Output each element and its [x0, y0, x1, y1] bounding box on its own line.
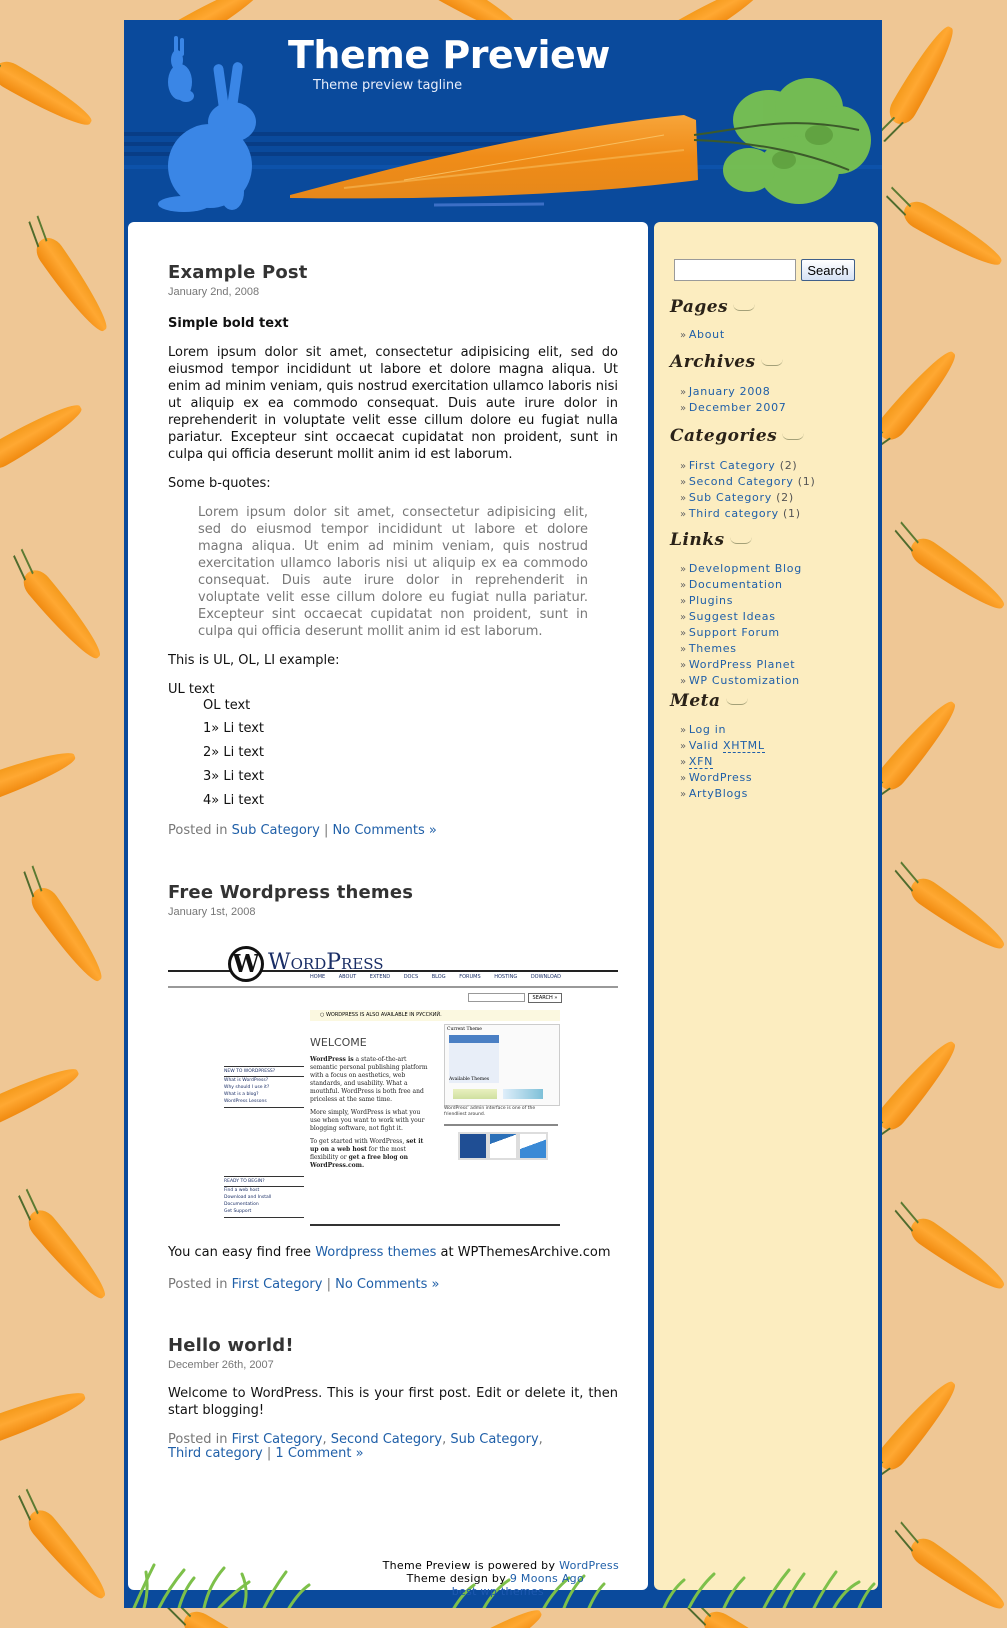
- sidebar-item-about[interactable]: » About: [680, 328, 725, 341]
- carrot-leaves-icon: [689, 60, 879, 218]
- swirl-icon: [730, 537, 752, 544]
- widget-title-archives: Archives: [670, 352, 783, 372]
- widget-title-categories: Categories: [670, 426, 804, 446]
- sidebar-item-link[interactable]: » Documentation: [680, 578, 783, 591]
- list-intro: This is UL, OL, LI example:: [168, 653, 340, 668]
- post-meta: [168, 1278, 618, 1292]
- sidebar-item-category[interactable]: » First Category (2): [680, 459, 798, 472]
- post-text: You can easy find free Wordpress themes at WPThemesArchive.com: [168, 1245, 611, 1260]
- ul-text: UL text: [168, 682, 215, 697]
- search-button[interactable]: Search: [801, 259, 855, 281]
- post-title[interactable]: Free Wordpress themes: [168, 882, 414, 903]
- posted-in-label: Posted in: [168, 1277, 228, 1292]
- ol-text: OL text: [203, 698, 251, 713]
- posted-in-label: Posted in: [168, 823, 228, 838]
- sidebar-item-archive[interactable]: » December 2007: [680, 401, 787, 414]
- archives-list: [680, 384, 786, 416]
- wordpress-logo-icon: W: [228, 946, 264, 982]
- pages-list: [680, 327, 725, 343]
- site-footer: [124, 1559, 882, 1608]
- main-content: [128, 222, 648, 1590]
- wordpress-logo-text: WordPress: [268, 950, 384, 975]
- bold-text: Simple bold text: [168, 316, 289, 331]
- sidebar-item-link[interactable]: » Suggest Ideas: [680, 610, 776, 623]
- wordpress-themes-link[interactable]: Wordpress themes: [315, 1245, 437, 1260]
- wp-nav: HOME ABOUT EXTEND DOCS BLOG FORUMS HOSTING DOWNLOAD: [310, 974, 562, 980]
- swirl-icon: [733, 304, 755, 311]
- swirl-icon: [761, 359, 783, 366]
- sidebar-item-artyblogs[interactable]: » ArtyBlogs: [680, 787, 749, 800]
- sidebar-item-archive[interactable]: » January 2008: [680, 385, 771, 398]
- links-list: [680, 561, 802, 689]
- post-date: December 26th, 2007: [168, 1359, 274, 1371]
- sidebar-item-link[interactable]: » WordPress Planet: [680, 658, 796, 671]
- comments-link[interactable]: 1 Comment »: [275, 1446, 364, 1461]
- list-item: 2» Li text: [203, 745, 265, 760]
- bullet-icon: »: [680, 330, 687, 341]
- post-hello-world: [168, 1335, 618, 1461]
- category-link[interactable]: First Category: [231, 1432, 323, 1447]
- post-date: January 1st, 2008: [168, 906, 256, 918]
- footer-design: Theme design by 9 Moons Ago: [406, 1572, 584, 1585]
- widget-title-links: Links: [670, 530, 752, 550]
- sidebar-item-link[interactable]: » Development Blog: [680, 562, 802, 575]
- meta-list: [680, 722, 765, 802]
- widget-title-pages: Pages: [670, 297, 755, 317]
- bunny-silhouette-icon: [144, 34, 274, 214]
- site-title[interactable]: Theme Preview: [288, 33, 610, 77]
- sidebar-item-category[interactable]: » Second Category (1): [680, 475, 816, 488]
- footer-extra-link[interactable]: best wp themes: [451, 1585, 544, 1598]
- post-free-themes: [168, 882, 618, 1292]
- bquote-intro: Some b-quotes:: [168, 476, 271, 491]
- search-input[interactable]: [674, 259, 796, 281]
- sidebar-item-category[interactable]: » Sub Category (2): [680, 491, 794, 504]
- meta-separator: |: [323, 823, 329, 838]
- sidebar-item-link[interactable]: » Support Forum: [680, 626, 780, 639]
- post-meta: [168, 824, 618, 838]
- posted-in-label: Posted in: [168, 1432, 228, 1447]
- category-link[interactable]: Third category: [168, 1446, 263, 1461]
- swirl-icon: [726, 698, 748, 705]
- wordpress-screenshot-image: W WordPress HOME ABOUT EXTEND DOCS BLOG FORUMS HOSTING DOWNLOAD SEARCH » ○ WORDPRESS IS ALSO AVAILABLE IN РУССКИЙ. WELCOME WordPress is a state-of-the-art semantic personal publishing platform with a focus on aesthetics, web standards, and usability. What a mouthful. WordPress is both free and priceless at the same time. More simply, WordPress is what you use when you want to work with your blogging software, not fight it. To get started with WordPress, set it up on a web host for the most flexibility or get a free blog on WordPress.com. NEW TO WORDPRESS? What is WordPress? Why should I use it? What is a blog? WordPress Lessons READY TO BEGIN? Find a web host Download and Install Documentation Get Support Current Theme Available Themes WordPress' admin interface is one of the friendliest around.: [168, 940, 618, 1226]
- list-item: 1» Li text: [203, 721, 265, 736]
- post-date: January 2nd, 2008: [168, 286, 260, 298]
- sidebar-item-category[interactable]: » Third category (1): [680, 507, 801, 520]
- widget-title-meta: Meta: [670, 691, 748, 711]
- meta-separator: |: [266, 1446, 272, 1461]
- list-item: 4» Li text: [203, 793, 265, 808]
- sidebar-item-xfn[interactable]: » XFN: [680, 755, 714, 768]
- sidebar-item-link[interactable]: » WP Customization: [680, 674, 800, 687]
- sidebar-item-link[interactable]: » Plugins: [680, 594, 734, 607]
- list-item: 3» Li text: [203, 769, 265, 784]
- swirl-icon: [782, 433, 804, 440]
- comments-link[interactable]: No Comments »: [332, 823, 437, 838]
- sidebar-item-valid-xhtml[interactable]: » Valid XHTML: [680, 739, 765, 752]
- category-link[interactable]: Second Category: [330, 1432, 443, 1447]
- page-wrapper: [124, 20, 882, 1608]
- footer-designer-link[interactable]: 9 Moons Ago: [509, 1572, 584, 1585]
- post-title[interactable]: Example Post: [168, 262, 308, 283]
- sidebar: [654, 222, 878, 1590]
- categories-list: [680, 458, 815, 522]
- category-link[interactable]: First Category: [231, 1277, 323, 1292]
- post-paragraph: Welcome to WordPress. This is your first post. Edit or delete it, then start blogging!: [168, 1386, 618, 1418]
- site-tagline: Theme preview tagline: [313, 78, 463, 93]
- site-header: [124, 20, 882, 218]
- footer-wordpress-link[interactable]: WordPress: [559, 1559, 619, 1572]
- sidebar-item-wordpress[interactable]: » WordPress: [680, 771, 753, 784]
- blockquote: Lorem ipsum dolor sit amet, consectetur adipisicing elit, sed do eiusmod tempor incididunt ut labore et dolore magna aliqua. Ut enim ad minim veniam, quis nostrud exercitation ullamco laboris nisi ut aliquip ex ea commodo consequat. Duis aute irure dolor in reprehenderit in voluptate velit esse cillum dolore eu fugiat nulla pariatur. Excepteur sint occaecat cupidatat non proident, sunt in culpa qui officia deserunt mollit anim id est laborum.: [198, 505, 588, 639]
- carrot-illustration-icon: [284, 100, 724, 210]
- comments-link[interactable]: No Comments »: [335, 1277, 440, 1292]
- post-meta: Posted in First Category, Second Category, Sub Category, Third category | 1 Comment »: [168, 1432, 543, 1461]
- post-title[interactable]: Hello world!: [168, 1335, 294, 1356]
- sidebar-item-link[interactable]: » Themes: [680, 642, 737, 655]
- category-link[interactable]: Sub Category: [450, 1432, 539, 1447]
- footer-powered: Theme Preview is powered by WordPress: [382, 1559, 619, 1572]
- post-example: [168, 262, 618, 838]
- sidebar-item-login[interactable]: » Log in: [680, 723, 727, 736]
- category-link[interactable]: Sub Category: [231, 823, 320, 838]
- meta-separator: |: [326, 1277, 331, 1292]
- post-paragraph: Lorem ipsum dolor sit amet, consectetur adipisicing elit, sed do eiusmod tempor incididunt ut labore et dolore magna aliqua. Ut enim ad minim veniam, quis nostrud exercitation ullamco laboris nisi ut aliquip ex ea commodo consequat. Duis aute irure dolor in reprehenderit in voluptate velit esse cillum dolore eu fugiat nulla pariatur. Excepteur sint occaecat cupidatat non proident, sunt in culpa qui officia deserunt mollit anim id est laborum.: [168, 345, 618, 462]
